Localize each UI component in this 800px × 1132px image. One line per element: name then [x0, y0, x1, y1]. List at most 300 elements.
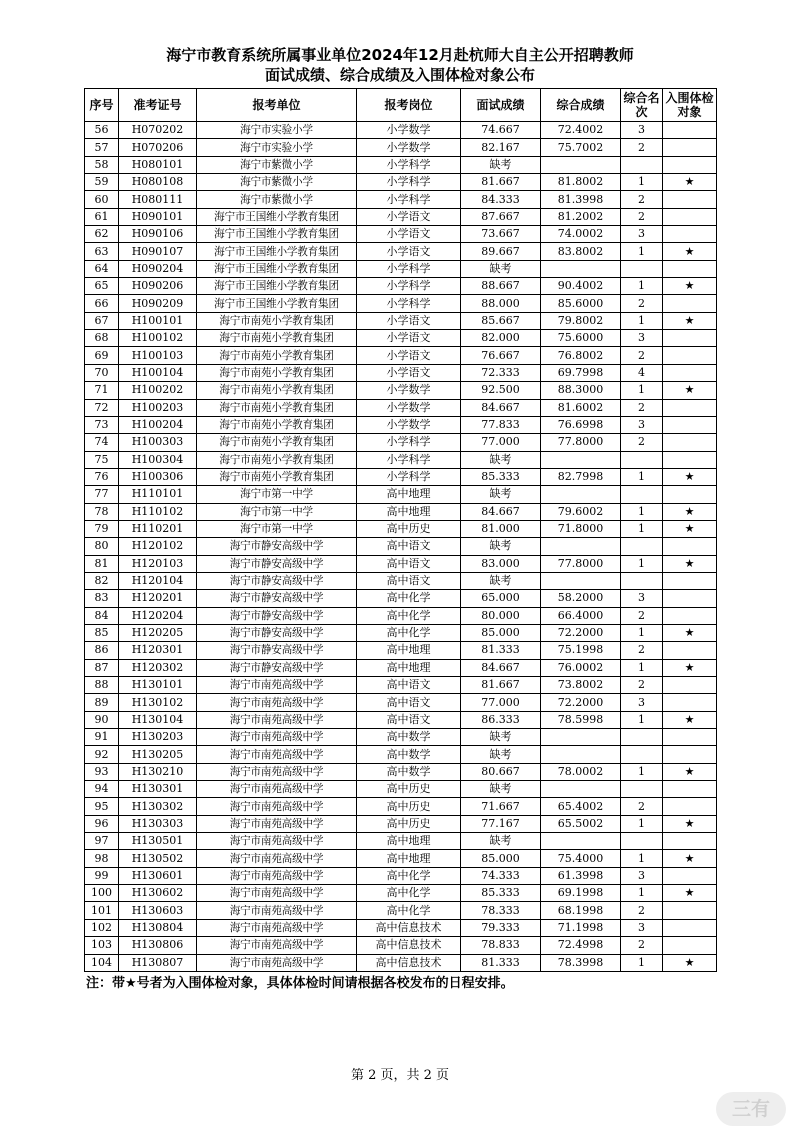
- cell-interview-score: 缺考: [461, 538, 541, 555]
- cell-rank: [621, 781, 663, 798]
- cell-exam-id: H120103: [119, 555, 197, 572]
- cell-rank: 1: [621, 278, 663, 295]
- cell-shortlisted: ★: [663, 555, 717, 572]
- cell-exam-id: H130301: [119, 781, 197, 798]
- table-row: [85, 937, 717, 954]
- table-row: [85, 798, 717, 815]
- cell-unit: 海宁市静安高级中学: [197, 572, 357, 589]
- cell-unit: 海宁市静安高级中学: [197, 607, 357, 624]
- cell-unit: 海宁市静安高级中学: [197, 555, 357, 572]
- cell-rank: 3: [621, 416, 663, 433]
- cell-unit: 海宁市南苑小学教育集团: [197, 399, 357, 416]
- cell-total-score: 73.8002: [541, 677, 621, 694]
- cell-shortlisted: [663, 139, 717, 156]
- watermark-logo: 三有: [716, 1092, 786, 1126]
- header-rank: 综合名次: [621, 89, 663, 122]
- cell-position: 小学科学: [357, 295, 461, 312]
- cell-shortlisted: [663, 798, 717, 815]
- cell-seq: 61: [85, 208, 119, 225]
- cell-interview-score: 81.667: [461, 677, 541, 694]
- cell-rank: 1: [621, 815, 663, 832]
- table-row: [85, 330, 717, 347]
- cell-total-score: 76.6998: [541, 416, 621, 433]
- cell-unit: 海宁市南苑小学教育集团: [197, 451, 357, 468]
- table-row: [85, 590, 717, 607]
- cell-rank: [621, 572, 663, 589]
- cell-total-score: [541, 781, 621, 798]
- cell-exam-id: H130807: [119, 954, 197, 971]
- cell-shortlisted: ★: [663, 711, 717, 728]
- cell-exam-id: H080101: [119, 156, 197, 173]
- cell-interview-score: 80.667: [461, 763, 541, 780]
- cell-interview-score: 缺考: [461, 260, 541, 277]
- cell-total-score: 81.3998: [541, 191, 621, 208]
- cell-shortlisted: [663, 642, 717, 659]
- cell-interview-score: 缺考: [461, 451, 541, 468]
- cell-unit: 海宁市南苑小学教育集团: [197, 434, 357, 451]
- cell-exam-id: H130806: [119, 937, 197, 954]
- cell-seq: 64: [85, 260, 119, 277]
- cell-total-score: [541, 729, 621, 746]
- cell-unit: 海宁市第一中学: [197, 486, 357, 503]
- table-row: [85, 624, 717, 641]
- cell-shortlisted: ★: [663, 382, 717, 399]
- table-row: [85, 416, 717, 433]
- table-row: [85, 434, 717, 451]
- results-table: [84, 88, 717, 972]
- cell-interview-score: 78.333: [461, 902, 541, 919]
- table-row: [85, 815, 717, 832]
- cell-shortlisted: [663, 399, 717, 416]
- cell-shortlisted: [663, 590, 717, 607]
- table-row: [85, 156, 717, 173]
- cell-shortlisted: [663, 694, 717, 711]
- cell-exam-id: H130102: [119, 694, 197, 711]
- cell-total-score: 69.7998: [541, 364, 621, 381]
- table-row: [85, 399, 717, 416]
- cell-exam-id: H130203: [119, 729, 197, 746]
- cell-shortlisted: [663, 781, 717, 798]
- cell-rank: 1: [621, 243, 663, 260]
- cell-seq: 98: [85, 850, 119, 867]
- cell-unit: 海宁市王国维小学教育集团: [197, 260, 357, 277]
- cell-position: 高中语文: [357, 555, 461, 572]
- cell-exam-id: H120201: [119, 590, 197, 607]
- cell-unit: 海宁市南苑高级中学: [197, 850, 357, 867]
- cell-position: 高中化学: [357, 885, 461, 902]
- table-row: [85, 746, 717, 763]
- cell-total-score: 78.3998: [541, 954, 621, 971]
- cell-interview-score: 84.667: [461, 659, 541, 676]
- cell-unit: 海宁市南苑小学教育集团: [197, 330, 357, 347]
- cell-shortlisted: ★: [663, 885, 717, 902]
- cell-interview-score: 81.333: [461, 642, 541, 659]
- cell-total-score: 75.4000: [541, 850, 621, 867]
- cell-total-score: 79.6002: [541, 503, 621, 520]
- cell-total-score: 90.4002: [541, 278, 621, 295]
- cell-seq: 73: [85, 416, 119, 433]
- cell-total-score: [541, 572, 621, 589]
- cell-shortlisted: [663, 416, 717, 433]
- cell-rank: [621, 451, 663, 468]
- cell-unit: 海宁市紫微小学: [197, 156, 357, 173]
- cell-seq: 100: [85, 885, 119, 902]
- cell-rank: [621, 746, 663, 763]
- cell-total-score: 85.6000: [541, 295, 621, 312]
- cell-rank: 2: [621, 902, 663, 919]
- cell-exam-id: H100306: [119, 468, 197, 485]
- cell-rank: 3: [621, 867, 663, 884]
- cell-unit: 海宁市南苑高级中学: [197, 746, 357, 763]
- cell-shortlisted: ★: [663, 815, 717, 832]
- cell-shortlisted: [663, 208, 717, 225]
- cell-total-score: 76.0002: [541, 659, 621, 676]
- cell-unit: 海宁市第一中学: [197, 503, 357, 520]
- cell-interview-score: 81.000: [461, 520, 541, 537]
- cell-exam-id: H080108: [119, 174, 197, 191]
- cell-seq: 86: [85, 642, 119, 659]
- cell-rank: 2: [621, 208, 663, 225]
- cell-interview-score: 85.333: [461, 885, 541, 902]
- cell-interview-score: 88.667: [461, 278, 541, 295]
- cell-position: 小学语文: [357, 312, 461, 329]
- cell-seq: 72: [85, 399, 119, 416]
- cell-exam-id: H100102: [119, 330, 197, 347]
- cell-unit: 海宁市南苑高级中学: [197, 798, 357, 815]
- document-title-line-2: 面试成绩、综合成绩及入围体检对象公布: [264, 66, 535, 84]
- cell-seq: 75: [85, 451, 119, 468]
- cell-total-score: 83.8002: [541, 243, 621, 260]
- cell-shortlisted: [663, 122, 717, 139]
- cell-total-score: 81.2002: [541, 208, 621, 225]
- cell-total-score: 61.3998: [541, 867, 621, 884]
- cell-position: 小学科学: [357, 434, 461, 451]
- table-row: [85, 729, 717, 746]
- cell-exam-id: H130601: [119, 867, 197, 884]
- cell-interview-score: 78.833: [461, 937, 541, 954]
- cell-exam-id: H130101: [119, 677, 197, 694]
- cell-rank: [621, 538, 663, 555]
- cell-position: 小学科学: [357, 156, 461, 173]
- cell-shortlisted: ★: [663, 763, 717, 780]
- cell-position: 高中数学: [357, 729, 461, 746]
- cell-shortlisted: ★: [663, 520, 717, 537]
- cell-total-score: [541, 538, 621, 555]
- cell-rank: [621, 833, 663, 850]
- cell-seq: 104: [85, 954, 119, 971]
- cell-position: 小学语文: [357, 347, 461, 364]
- header-unit: 报考单位: [197, 89, 357, 122]
- cell-unit: 海宁市紫微小学: [197, 174, 357, 191]
- cell-rank: 1: [621, 520, 663, 537]
- cell-interview-score: 89.667: [461, 243, 541, 260]
- table-row: [85, 208, 717, 225]
- cell-unit: 海宁市第一中学: [197, 520, 357, 537]
- cell-interview-score: 72.333: [461, 364, 541, 381]
- cell-rank: 3: [621, 226, 663, 243]
- cell-exam-id: H100304: [119, 451, 197, 468]
- cell-unit: 海宁市南苑高级中学: [197, 902, 357, 919]
- cell-seq: 68: [85, 330, 119, 347]
- cell-total-score: 78.0002: [541, 763, 621, 780]
- cell-shortlisted: ★: [663, 278, 717, 295]
- cell-shortlisted: [663, 607, 717, 624]
- cell-total-score: 66.4000: [541, 607, 621, 624]
- table-row: [85, 243, 717, 260]
- cell-seq: 78: [85, 503, 119, 520]
- cell-interview-score: 85.667: [461, 312, 541, 329]
- cell-total-score: [541, 260, 621, 277]
- cell-interview-score: 74.667: [461, 122, 541, 139]
- table-row: [85, 382, 717, 399]
- cell-seq: 84: [85, 607, 119, 624]
- cell-exam-id: H100103: [119, 347, 197, 364]
- cell-unit: 海宁市南苑高级中学: [197, 677, 357, 694]
- cell-rank: 1: [621, 850, 663, 867]
- table-row: [85, 278, 717, 295]
- cell-interview-score: 73.667: [461, 226, 541, 243]
- cell-unit: 海宁市王国维小学教育集团: [197, 243, 357, 260]
- cell-exam-id: H100204: [119, 416, 197, 433]
- cell-seq: 66: [85, 295, 119, 312]
- cell-shortlisted: [663, 486, 717, 503]
- table-row: [85, 867, 717, 884]
- cell-interview-score: 77.000: [461, 434, 541, 451]
- cell-position: 高中地理: [357, 833, 461, 850]
- cell-position: 高中历史: [357, 815, 461, 832]
- cell-shortlisted: [663, 919, 717, 936]
- cell-position: 小学数学: [357, 139, 461, 156]
- cell-shortlisted: [663, 833, 717, 850]
- cell-position: 高中语文: [357, 572, 461, 589]
- cell-shortlisted: [663, 156, 717, 173]
- cell-seq: 57: [85, 139, 119, 156]
- cell-total-score: 69.1998: [541, 885, 621, 902]
- header-shortlisted: 入围体检对象: [663, 89, 717, 122]
- cell-rank: 1: [621, 763, 663, 780]
- cell-position: 高中地理: [357, 659, 461, 676]
- cell-rank: [621, 156, 663, 173]
- cell-interview-score: 77.833: [461, 416, 541, 433]
- table-row: [85, 191, 717, 208]
- cell-position: 小学语文: [357, 226, 461, 243]
- cell-exam-id: H120102: [119, 538, 197, 555]
- cell-interview-score: 85.333: [461, 468, 541, 485]
- table-row: [85, 954, 717, 971]
- cell-total-score: 75.6000: [541, 330, 621, 347]
- document-title-line-1: 海宁市教育系统所属事业单位2024年12月赴杭师大自主公开招聘教师: [166, 46, 634, 64]
- cell-rank: 1: [621, 312, 663, 329]
- cell-exam-id: H130603: [119, 902, 197, 919]
- cell-total-score: 88.3000: [541, 382, 621, 399]
- cell-position: 高中地理: [357, 850, 461, 867]
- table-row: [85, 538, 717, 555]
- cell-position: 小学科学: [357, 468, 461, 485]
- cell-shortlisted: ★: [663, 243, 717, 260]
- cell-exam-id: H130205: [119, 746, 197, 763]
- cell-interview-score: 84.667: [461, 503, 541, 520]
- cell-seq: 97: [85, 833, 119, 850]
- cell-unit: 海宁市南苑小学教育集团: [197, 416, 357, 433]
- cell-interview-score: 缺考: [461, 729, 541, 746]
- table-row: [85, 763, 717, 780]
- cell-shortlisted: ★: [663, 850, 717, 867]
- cell-position: 小学数学: [357, 382, 461, 399]
- header-interview-score: 面试成绩: [461, 89, 541, 122]
- cell-interview-score: 77.000: [461, 694, 541, 711]
- cell-unit: 海宁市南苑小学教育集团: [197, 382, 357, 399]
- table-row: [85, 260, 717, 277]
- cell-total-score: 81.8002: [541, 174, 621, 191]
- cell-rank: [621, 260, 663, 277]
- cell-seq: 87: [85, 659, 119, 676]
- cell-exam-id: H100303: [119, 434, 197, 451]
- cell-rank: 1: [621, 468, 663, 485]
- cell-total-score: 68.1998: [541, 902, 621, 919]
- cell-seq: 74: [85, 434, 119, 451]
- cell-unit: 海宁市南苑小学教育集团: [197, 468, 357, 485]
- cell-position: 高中历史: [357, 798, 461, 815]
- cell-unit: 海宁市静安高级中学: [197, 642, 357, 659]
- cell-unit: 海宁市南苑高级中学: [197, 954, 357, 971]
- table-row: [85, 139, 717, 156]
- cell-position: 小学科学: [357, 174, 461, 191]
- cell-exam-id: H120302: [119, 659, 197, 676]
- cell-position: 高中地理: [357, 503, 461, 520]
- cell-rank: 2: [621, 607, 663, 624]
- table-row: [85, 711, 717, 728]
- cell-exam-id: H120205: [119, 624, 197, 641]
- cell-exam-id: H130210: [119, 763, 197, 780]
- table-row: [85, 833, 717, 850]
- cell-exam-id: H110201: [119, 520, 197, 537]
- cell-position: 高中语文: [357, 538, 461, 555]
- cell-shortlisted: [663, 260, 717, 277]
- cell-position: 高中信息技术: [357, 919, 461, 936]
- cell-seq: 89: [85, 694, 119, 711]
- cell-position: 高中化学: [357, 624, 461, 641]
- cell-exam-id: H130502: [119, 850, 197, 867]
- cell-interview-score: 81.333: [461, 954, 541, 971]
- table-row: [85, 677, 717, 694]
- cell-total-score: 58.2000: [541, 590, 621, 607]
- cell-total-score: 77.8000: [541, 555, 621, 572]
- cell-total-score: 71.1998: [541, 919, 621, 936]
- cell-total-score: 76.8002: [541, 347, 621, 364]
- cell-shortlisted: ★: [663, 954, 717, 971]
- cell-unit: 海宁市静安高级中学: [197, 538, 357, 555]
- cell-interview-score: 缺考: [461, 746, 541, 763]
- cell-seq: 90: [85, 711, 119, 728]
- cell-rank: 3: [621, 330, 663, 347]
- cell-shortlisted: [663, 191, 717, 208]
- cell-interview-score: 76.667: [461, 347, 541, 364]
- cell-shortlisted: ★: [663, 503, 717, 520]
- cell-shortlisted: [663, 295, 717, 312]
- table-row: [85, 694, 717, 711]
- cell-seq: 102: [85, 919, 119, 936]
- cell-total-score: 72.4998: [541, 937, 621, 954]
- cell-interview-score: 77.167: [461, 815, 541, 832]
- cell-unit: 海宁市南苑高级中学: [197, 919, 357, 936]
- cell-seq: 96: [85, 815, 119, 832]
- cell-interview-score: 83.000: [461, 555, 541, 572]
- cell-interview-score: 65.000: [461, 590, 541, 607]
- cell-position: 小学科学: [357, 451, 461, 468]
- header-exam-id: 准考证号: [119, 89, 197, 122]
- table-row: [85, 122, 717, 139]
- cell-position: 高中化学: [357, 607, 461, 624]
- cell-seq: 70: [85, 364, 119, 381]
- cell-interview-score: 74.333: [461, 867, 541, 884]
- cell-unit: 海宁市静安高级中学: [197, 590, 357, 607]
- cell-rank: 2: [621, 347, 663, 364]
- cell-unit: 海宁市王国维小学教育集团: [197, 226, 357, 243]
- cell-interview-score: 80.000: [461, 607, 541, 624]
- cell-seq: 101: [85, 902, 119, 919]
- table-row: [85, 347, 717, 364]
- page-number: 第 2 页，共 2 页: [350, 1068, 450, 1083]
- cell-interview-score: 71.667: [461, 798, 541, 815]
- cell-total-score: 77.8000: [541, 434, 621, 451]
- cell-seq: 60: [85, 191, 119, 208]
- cell-rank: 3: [621, 694, 663, 711]
- cell-interview-score: 82.167: [461, 139, 541, 156]
- cell-position: 高中数学: [357, 746, 461, 763]
- cell-unit: 海宁市南苑高级中学: [197, 763, 357, 780]
- table-row: [85, 642, 717, 659]
- cell-rank: 1: [621, 382, 663, 399]
- cell-seq: 95: [85, 798, 119, 815]
- cell-seq: 85: [85, 624, 119, 641]
- cell-position: 高中数学: [357, 763, 461, 780]
- cell-position: 高中地理: [357, 486, 461, 503]
- cell-total-score: 79.8002: [541, 312, 621, 329]
- table-row: [85, 312, 717, 329]
- cell-seq: 88: [85, 677, 119, 694]
- table-row: [85, 885, 717, 902]
- cell-unit: 海宁市南苑高级中学: [197, 694, 357, 711]
- cell-rank: 2: [621, 642, 663, 659]
- cell-shortlisted: [663, 538, 717, 555]
- table-row: [85, 451, 717, 468]
- cell-interview-score: 缺考: [461, 486, 541, 503]
- cell-unit: 海宁市南苑高级中学: [197, 867, 357, 884]
- cell-total-score: 65.4002: [541, 798, 621, 815]
- cell-seq: 92: [85, 746, 119, 763]
- cell-unit: 海宁市南苑高级中学: [197, 833, 357, 850]
- table-row: [85, 919, 717, 936]
- cell-exam-id: H130104: [119, 711, 197, 728]
- cell-rank: [621, 486, 663, 503]
- table-row: [85, 555, 717, 572]
- cell-seq: 79: [85, 520, 119, 537]
- cell-unit: 海宁市静安高级中学: [197, 659, 357, 676]
- cell-shortlisted: ★: [663, 624, 717, 641]
- cell-rank: 1: [621, 503, 663, 520]
- cell-total-score: [541, 746, 621, 763]
- table-row: [85, 902, 717, 919]
- cell-exam-id: H090206: [119, 278, 197, 295]
- cell-position: 高中语文: [357, 694, 461, 711]
- cell-total-score: [541, 833, 621, 850]
- footnote: 注：带★号者为入围体检对象，具体体检时间请根据各校发布的日程安排。: [86, 976, 514, 991]
- cell-exam-id: H130804: [119, 919, 197, 936]
- table-row: [85, 850, 717, 867]
- cell-rank: 2: [621, 295, 663, 312]
- cell-unit: 海宁市南苑小学教育集团: [197, 312, 357, 329]
- cell-shortlisted: [663, 347, 717, 364]
